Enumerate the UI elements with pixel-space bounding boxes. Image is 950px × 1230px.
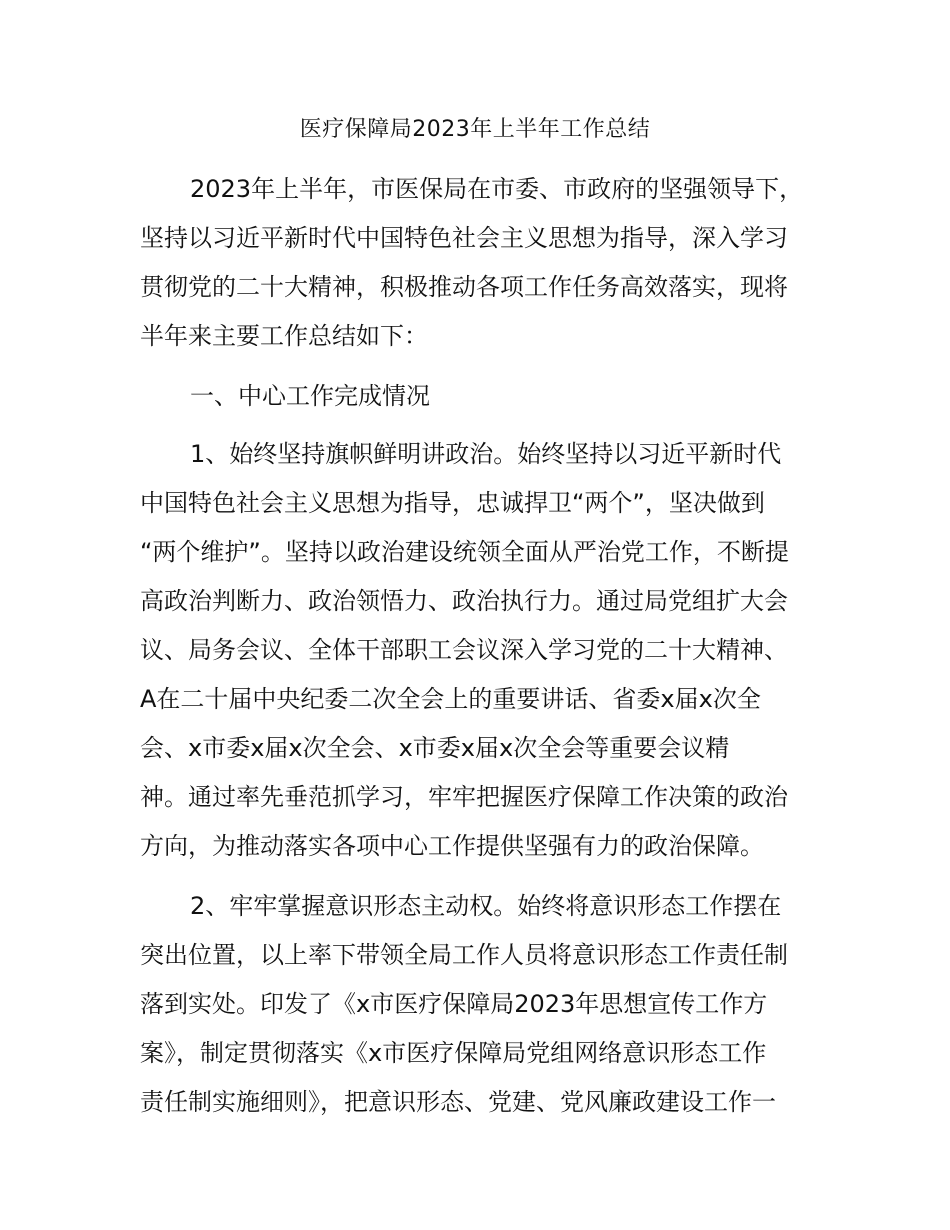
paragraph-line: “两个维护”。坚持以政治建设统领全面从严治党工作，不断提 [140, 538, 789, 566]
paragraph-line: 议、局务会议、全体干部职工会议深入学习党的二十大精神、 [140, 636, 788, 664]
paragraph-line: 2023年上半年，市医保局在市委、市政府的坚强领导下， [190, 175, 804, 203]
paragraph-line: 高政治判断力、政治领悟力、政治执行力。通过局党组扩大会 [140, 587, 788, 615]
paragraph-line: A在二十届中央纪委二次全会上的重要讲话、省委x届x次全 [140, 685, 761, 713]
paragraph-line: 案》，制定贯彻落实《x市医疗保障局党组网络意识形态工作 [140, 1039, 767, 1067]
paragraph-line: 方向，为推动落实各项中心工作提供坚强有力的政治保障。 [140, 832, 764, 860]
paragraph-line: 贯彻党的二十大精神，积极推动各项工作任务高效落实，现将 [140, 273, 788, 301]
paragraph-line: 责任制实施细则》，把意识形态、党建、党风廉政建设工作一 [140, 1088, 776, 1116]
paragraph-line: 落到实处。印发了《x市医疗保障局2023年思想宣传工作方 [140, 990, 768, 1018]
paragraph-line: 突出位置，以上率下带领全局工作人员将意识形态工作责任制 [140, 941, 788, 969]
paragraph-line: 中国特色社会主义思想为指导，忠诚捍卫“两个”，坚决做到 [140, 489, 765, 517]
section-heading: 一、中心工作完成情况 [190, 382, 430, 410]
paragraph-line: 2、牢牢掌握意识形态主动权。始终将意识形态工作摆在 [190, 892, 782, 920]
document-title: 医疗保障局2023年上半年工作总结 [299, 117, 651, 142]
paragraph-line: 坚持以习近平新时代中国特色社会主义思想为指导，深入学习 [140, 224, 788, 252]
paragraph-line: 会、x市委x届x次全会、x市委x届x次全会等重要会议精 [140, 734, 730, 762]
paragraph-line: 半年来主要工作总结如下： [140, 322, 428, 350]
paragraph-line: 1、始终坚持旗帜鲜明讲政治。始终坚持以习近平新时代 [190, 440, 782, 468]
paragraph-line: 神。通过率先垂范抓学习，牢牢把握医疗保障工作决策的政治 [140, 783, 788, 811]
